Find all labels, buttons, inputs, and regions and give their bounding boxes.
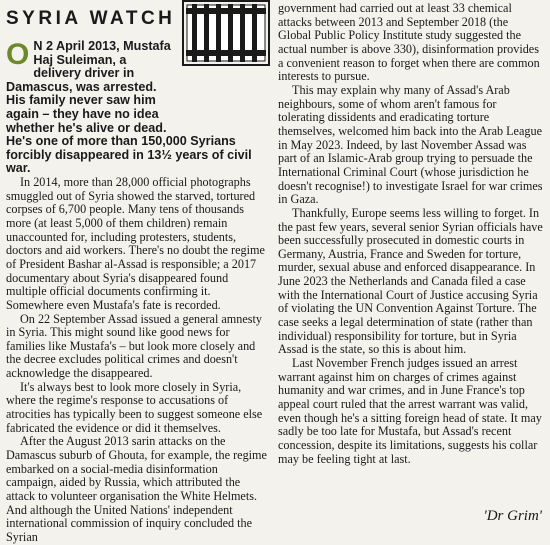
body-paragraph: This may explain why many of Assad's Arab neighbours, some of whom aren't famous for tolerating dissidents and eradicating torture themselves, welcomed him back into the Arab League in May 2023. Indeed, by last November Assad was part of an Islamic-Arab group trying to persuade the International Criminal Court (whose jurisdiction he doesn't recognise!) to investigate Israel for war crimes in Gaza. (278, 82, 543, 207)
body-paragraph: After the August 2013 sarin attacks on the Damascus suburb of Ghouta, for example, the regime embarked on a social-media disinformation campaign, aided by Russia, which attributed the attack to volunteer organisation the White Helmets. And although the United Nations' independent international commission of inquiry concluded the Syrian (6, 434, 267, 544)
right-column (278, 2, 544, 466)
prison-bars-window-icon (182, 0, 270, 66)
lede-text: N 2 April 2013, Mustafa Haj Suleiman, a delivery driver in Damascus, was arrested. His family never saw him again – they have no idea whether he's alive or dead. (6, 39, 171, 135)
lede-paragraph (6, 40, 176, 135)
body-paragraph: Last November French judges issued an arrest warrant against him on charges of crimes against humanity and war crimes, and in June France's top appeal court ruled that the arrest warrant was valid, even though he's a sitting foreign head of state. It may sadly be too late for Mustafa, but Assad's recent concession, despite its limitations, suggests his collar may be feeling tight at last. (278, 356, 542, 466)
body-paragraph: In 2014, more than 28,000 official photographs smuggled out of Syria showed the starved, tortured corpses of 6,700 people. Many tens of thousands more (at least 5,000 of them children) remain unaccounted for, including protesters, students, doctors and aid workers. There's no doubt the regime of President Bashar al-Assad is responsible; a 2017 documentary about Syria's disappeared found multiple official documents confirming it. Somewhere even Mustafa's fate is recorded. (6, 174, 265, 312)
drop-cap: O (6, 38, 30, 71)
left-column (6, 0, 268, 545)
lede-summary: He's one of more than 150,000 Syrians forcibly disappeared in 13½ years of civil war. (6, 134, 252, 176)
body-paragraph: government had carried out at least 33 chemical attacks between 2013 and September 2018 (the Global Public Policy Institute study suggested the actual number is above 330), disinformation provides a convenient reason to forget when there are common interests to pursue. (278, 1, 540, 84)
body-paragraph: It's always best to look more closely in Syria, where the regime's response to accusations of atrocities has typically been to suggest someone else fabricated the evidence or did it themselves. (6, 379, 263, 435)
page-title: SYRIA WATCH (6, 8, 176, 29)
header (6, 0, 268, 40)
author-signature: 'Dr Grim' (483, 508, 542, 524)
body-paragraph: On 22 September Assad issued a general amnesty in Syria. This might sound like good news for families like Mustafa's – but look more closely and the decree excludes political crimes and doesn't acknowledge the disappeared. (6, 311, 262, 381)
body-paragraph: Thankfully, Europe seems less willing to forget. In the past few years, several senior Syrian officials have been successfully prosecuted in domestic courts in Germany, Austria, France and Sweden for torture, murder, sexual abuse and enforced disappearance. In June 2023 the Netherlands and Canada filed a case with the International Court of Justice accusing Syria of violating the UN Convention Against Torture. The case seeks a legal determination of state (rather than individual) responsibility for torture, but in Syria Assad is the state, so this is about him. (278, 205, 543, 357)
